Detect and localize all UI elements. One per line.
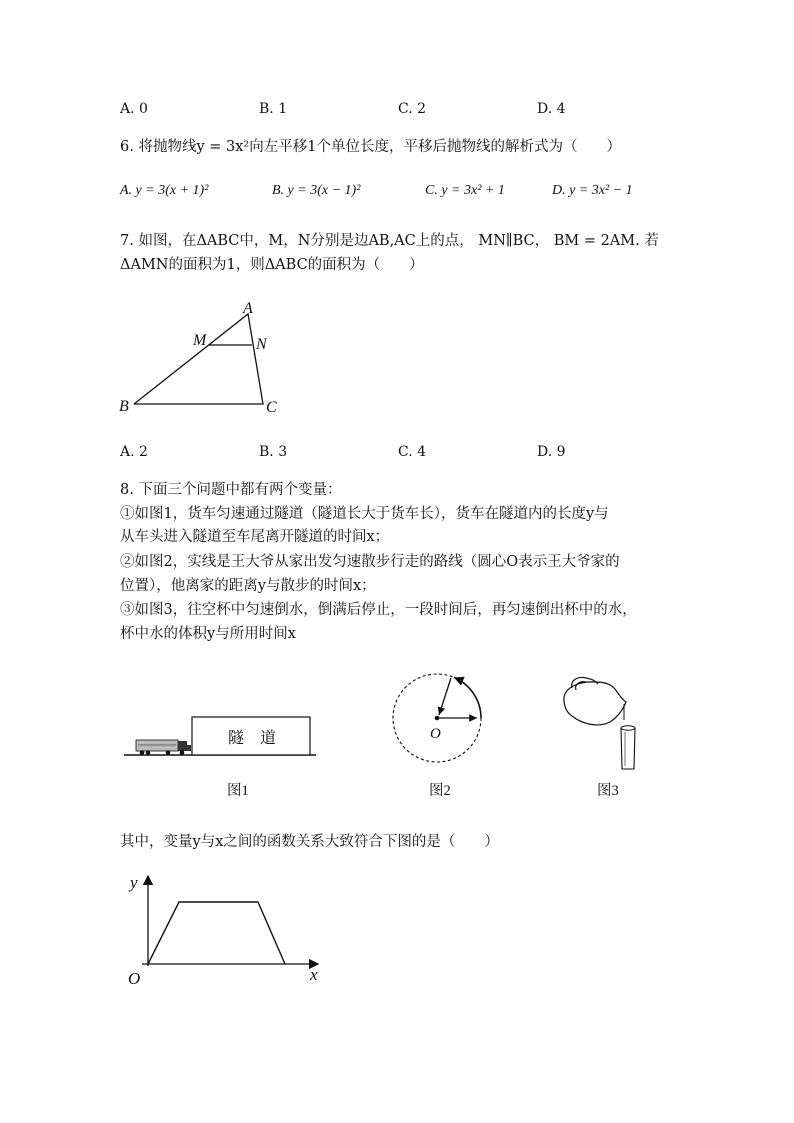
q5-option-b: B. 1 xyxy=(259,101,288,117)
label-b: B xyxy=(119,398,129,415)
y-axis-label: y xyxy=(130,873,138,892)
q6-option-b: B. y = 3(x − 1)² xyxy=(272,183,361,198)
q5-option-d: D. 4 xyxy=(537,101,566,117)
label-a: A xyxy=(243,300,253,317)
q8-item3-line1: ③如图3，往空杯中匀速倒水，倒满后停止，一段时间后，再匀速倒出杯中的水， xyxy=(120,602,637,618)
q7-line1: 7. 如图，在ΔABC中，M，N分别是边AB,AC上的点， MN∥BC， BM = 2AM. 若 xyxy=(120,233,659,249)
tunnel-label: 隧 道 xyxy=(228,730,277,747)
figure3-pitcher xyxy=(558,672,648,772)
center-label: O xyxy=(430,726,441,742)
q8-item2-line1: ②如图2，实线是王大爷从家出发匀速散步行走的路线（圆心O表示王大爷家的 xyxy=(120,554,620,570)
figure1-caption: 图1 xyxy=(227,783,249,799)
trapezoid-curve xyxy=(148,902,285,964)
q8-item1-line1: ①如图1，货车匀速通过隧道（隧道长大于货车长），货车在隧道内的长度y与 xyxy=(120,506,609,522)
q7-option-b: B. 3 xyxy=(259,444,288,460)
label-c: C xyxy=(266,399,277,416)
q6-text: 6. 将抛物线y = 3x²向左平移1个单位长度，平移后抛物线的解析式为（ ） xyxy=(120,139,621,155)
q8-item1-line2: 从车头进入隧道至车尾离开隧道的时间x； xyxy=(120,529,390,545)
path-radius-back xyxy=(439,678,451,715)
figure1-tunnel xyxy=(120,705,320,765)
q7-option-d: D. 9 xyxy=(537,444,566,460)
q8-item2-line2: 位置），他离家的距离y与散步的时间x； xyxy=(120,578,376,594)
glass-icon xyxy=(621,726,635,769)
q8-intro: 8. 下面三个问题中都有两个变量： xyxy=(120,482,342,498)
q7-line2: ΔAMN的面积为1，则ΔABC的面积为（ ） xyxy=(120,257,424,273)
pitcher-body xyxy=(564,682,626,725)
triangle-diagram xyxy=(110,295,290,420)
figure3-caption: 图3 xyxy=(597,783,619,799)
q6-option-d: D. y = 3x² − 1 xyxy=(552,183,633,198)
x-axis-label: x xyxy=(310,965,318,984)
label-n: N xyxy=(256,336,267,353)
q5-option-c: C. 2 xyxy=(398,101,427,117)
q8-question: 其中，变量y与x之间的函数关系大致符合下图的是（ ） xyxy=(120,834,499,850)
q7-option-a: A. 2 xyxy=(120,444,148,460)
label-m: M xyxy=(193,332,207,349)
triangle-abc xyxy=(134,314,263,404)
figure2-circle xyxy=(388,668,488,770)
figure2-caption: 图2 xyxy=(429,783,451,799)
origin-label: O xyxy=(128,969,141,988)
function-graph xyxy=(112,868,332,988)
q7-option-c: C. 4 xyxy=(398,444,427,460)
q6-option-a: A. y = 3(x + 1)² xyxy=(120,183,209,198)
q6-option-c: C. y = 3x² + 1 xyxy=(425,183,505,198)
path-arc xyxy=(454,678,481,719)
truck-icon xyxy=(136,740,191,755)
q8-item3-line2: 杯中水的体积y与所用时间x xyxy=(120,626,296,642)
q5-option-a: A. 0 xyxy=(120,101,148,117)
